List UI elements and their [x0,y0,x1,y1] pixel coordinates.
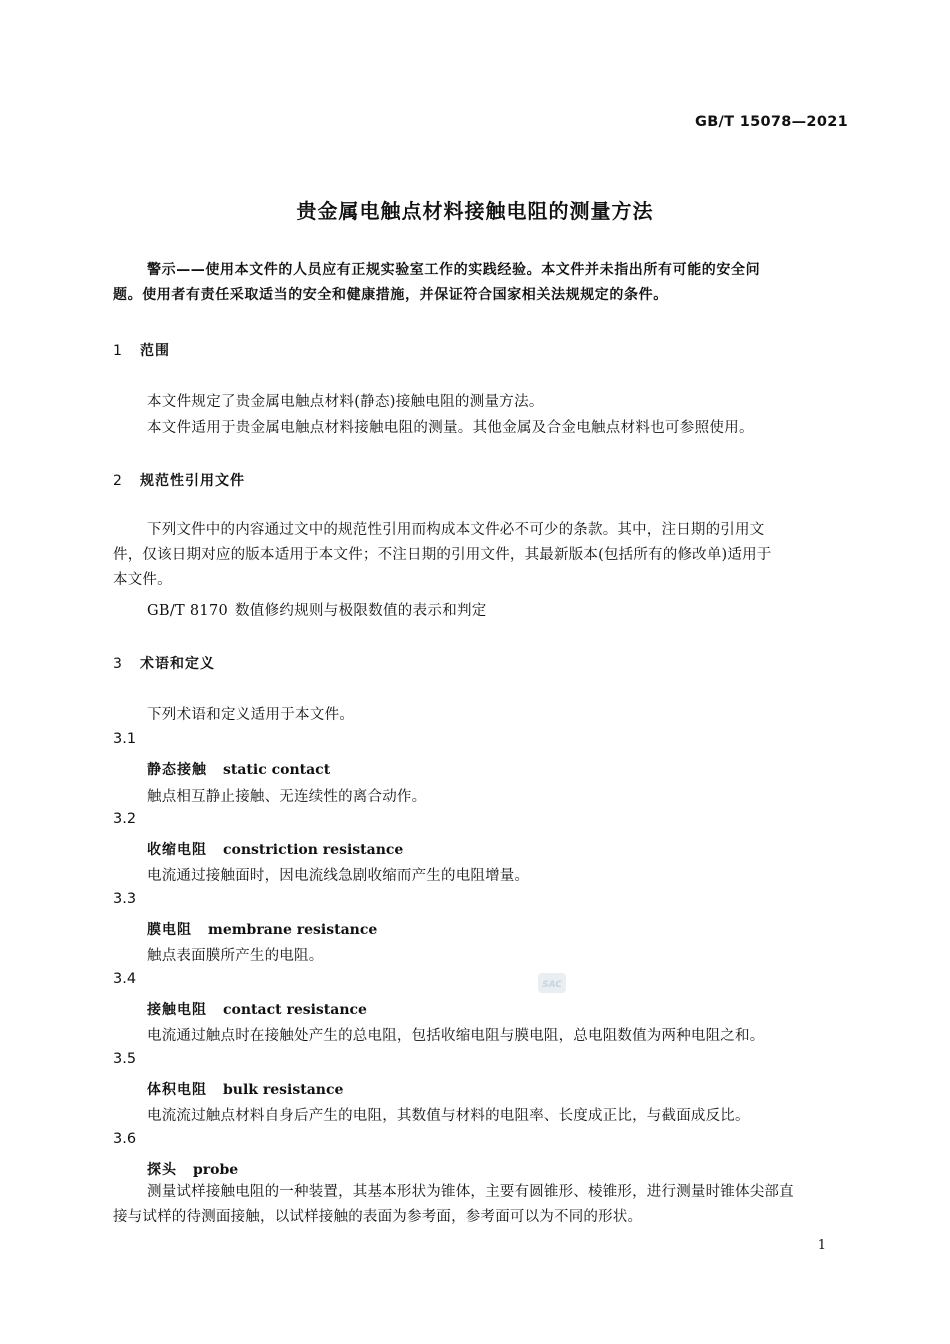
document-title: 贵金属电触点材料接触电阻的测量方法 [296,199,654,223]
term-entry: 接触电阻 contact resistance [147,1002,367,1018]
term-entry: 体积电阻 bulk resistance [147,1082,344,1098]
section-heading-terms: 3 术语和定义 [113,656,215,672]
scope-paragraph-1: 本文件规定了贵金属电触点材料(静态)接触电阻的测量方法。 [147,394,544,410]
term-definition: 电流流过触点材料自身后产生的电阻，其数值与材料的电阻率、长度成正比，与截面成反比。 [147,1108,750,1124]
term-entry: 探头 probe [147,1162,239,1178]
normative-paragraph: 下列文件中的内容通过文中的规范性引用而构成本文件必不可少的条款。其中，注日期的引用文 件，仅该日期对应的版本适用于本文件；不注日期的引用文件，其最新版本(包括所有的修改单)适用于 本文件。 [113,522,772,588]
term-definition: 触点表面膜所产生的电阻。 [147,948,324,964]
reference-title: 数值修约规则与极限数值的表示和判定 [235,603,487,619]
clause-number: 3.1 [113,731,137,747]
term-definition: 电流通过触点时在接触处产生的总电阻，包括收缩电阻与膜电阻，总电阻数值为两种电阻之和。 [147,1028,765,1044]
page-number: 1 [817,1238,826,1253]
term-entry: 收缩电阻 constriction resistance [147,842,404,858]
clause-number: 3.6 [113,1131,137,1147]
term-entry: 膜电阻 membrane resistance [147,922,378,938]
section-heading-normative: 2 规范性引用文件 [113,473,245,489]
term-definition: 电流通过接触面时，因电流线急剧收缩而产生的电阻增量。 [147,868,530,884]
clause-number: 3.2 [113,811,137,827]
scope-paragraph-2: 本文件适用于贵金属电触点材料接触电阻的测量。其他金属及合金电触点材料也可参照使用。 [147,420,754,436]
warning-paragraph [113,258,849,308]
term-definition: 测量试样接触电阻的一种装置，其基本形状为锥体，主要有圆锥形、棱锥形，进行测量时锥体尖部直 接与试样的待测面接触，以试样接触的表面为参考面，参考面可以为不同的形状。 [113,1184,794,1225]
clause-number: 3.4 [113,971,137,987]
terms-intro: 下列术语和定义适用于本文件。 [147,707,355,723]
normative-reference [147,599,487,620]
section-heading-scope: 1 范围 [113,343,170,359]
term-entry: 静态接触 static contact [147,762,331,778]
reference-code: GB/T 8170 [147,603,229,619]
standard-number: GB/T 15078—2021 [695,114,848,130]
term-definition: 触点相互静止接触、无连续性的离合动作。 [147,789,427,805]
sac-watermark-logo [538,973,566,993]
svg-text:SAC: SAC [542,980,562,990]
clause-number: 3.3 [113,891,137,907]
clause-number: 3.5 [113,1051,137,1067]
warning-line-2: 题。使用者有责任采取适当的安全和健康措施，并保证符合国家相关法规规定的条件。 [113,287,668,303]
warning-line-1: 警示——使用本文件的人员应有正规实验室工作的实践经验。本文件并未指出所有可能的安全问 [147,262,761,278]
